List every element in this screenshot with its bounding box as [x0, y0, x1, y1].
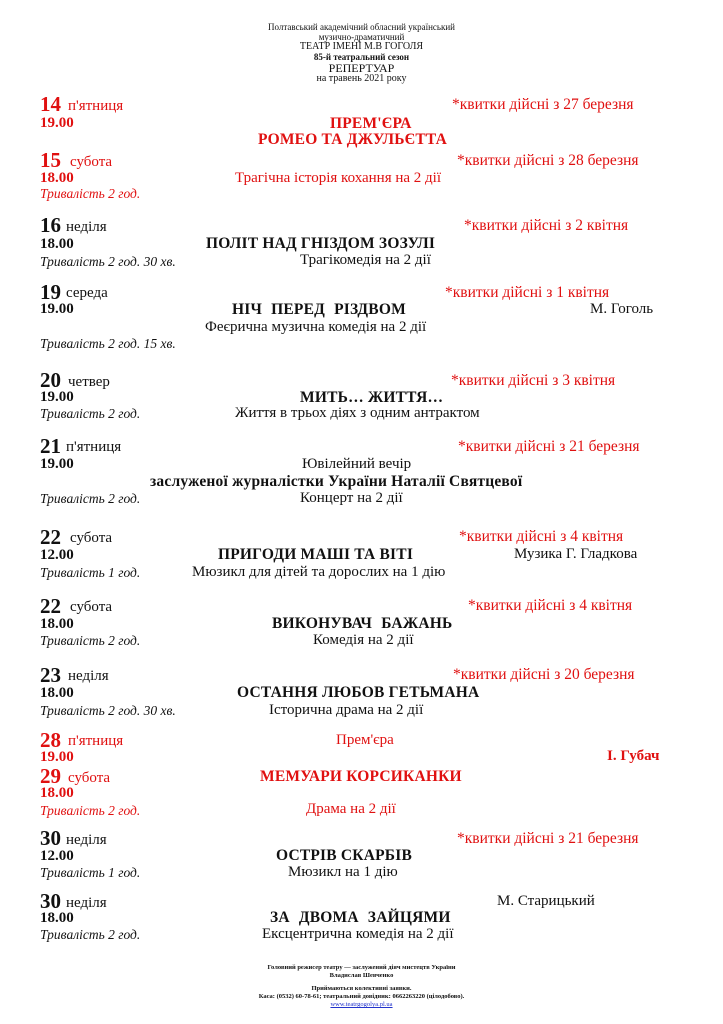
event-weekday: четвер	[68, 374, 110, 390]
event-genre: Мюзикл на 1 дію	[288, 864, 398, 880]
contact-phones: Каса: (0532) 60-78-61; театральний довідник: 0662263220 (цілодобово).	[258, 993, 465, 1000]
event-genre: Трагікомедія на 2 дії	[300, 252, 431, 268]
event-day: 20	[40, 368, 61, 392]
event-author: І. Губач	[607, 748, 660, 764]
event-day: 16	[40, 213, 61, 237]
event-duration: Тривалість 2 год. 30 хв.	[40, 254, 176, 269]
event-genre: Комедія на 2 дії	[313, 632, 414, 648]
page-header	[0, 22, 723, 84]
event-time: 19.00	[40, 456, 74, 472]
event-genre: Життя в трьох діях з одним антрактом	[235, 405, 480, 421]
event-title: ВИКОНУВАЧ БАЖАНЬ	[272, 615, 453, 632]
event-weekday: п'ятниця	[68, 98, 124, 114]
event-title: ПРЕМ'ЄРА	[330, 115, 412, 132]
event-genre: Концерт на 2 дії	[300, 490, 403, 506]
page-footer	[0, 964, 723, 1009]
event-duration: Тривалість 2 год.	[40, 803, 141, 818]
event-time: 18.00	[40, 236, 74, 252]
event-tickets: *квитки дійсні з 4 квітня	[468, 597, 633, 614]
event-weekday: неділя	[66, 895, 107, 911]
group-orders-note: Приймаються колективні заявки.	[311, 985, 412, 992]
event-day: 19	[40, 280, 61, 304]
event-tickets: *квитки дійсні з 4 квітня	[459, 528, 624, 545]
event-tickets: *квитки дійсні з 3 квітня	[451, 372, 616, 389]
event-weekday: п'ятниця	[68, 733, 124, 749]
event-weekday: субота	[70, 530, 113, 546]
event-genre: Драма на 2 дії	[306, 801, 396, 817]
event-title: ЗА ДВОМА ЗАЙЦЯМИ	[270, 909, 451, 926]
event-tickets: *квитки дійсні з 21 березня	[457, 830, 639, 847]
event-day: 21	[40, 434, 61, 458]
event-day: 15	[40, 148, 61, 172]
event-weekday: неділя	[66, 832, 107, 848]
event-day: 30	[40, 826, 61, 850]
event-day: 28	[40, 728, 61, 752]
event-tickets: *квитки дійсні з 20 березня	[453, 666, 635, 683]
event-duration: Тривалість 2 год. 15 хв.	[40, 336, 176, 351]
event-time: 18.00	[40, 170, 74, 186]
event-author: М. Гоголь	[590, 301, 654, 317]
theatre-name-line1: Полтавський академічний обласний український	[267, 22, 455, 32]
event-title: ОСТРІВ СКАРБІВ	[276, 847, 413, 864]
theatre-name-line3: ТЕАТР ІМЕНІ М.В ГОГОЛЯ	[299, 41, 424, 52]
event-author: М. Старицький	[497, 893, 595, 909]
event-title: ПРИГОДИ МАШІ ТА ВІТІ	[218, 546, 414, 563]
event-time: 18.00	[40, 685, 74, 701]
event-day: 23	[40, 663, 61, 687]
event-time: 19.00	[40, 301, 74, 317]
event-duration: Тривалість 2 год. 30 хв.	[40, 703, 176, 718]
event-time: 18.00	[40, 910, 74, 926]
event-title: НІЧ ПЕРЕД РІЗДВОМ	[232, 301, 406, 318]
event-genre: Ексцентрична комедія на 2 дії	[262, 926, 454, 942]
event-time: 19.00	[40, 389, 74, 405]
event-weekday: субота	[68, 770, 111, 786]
event-genre: Трагічна історія кохання на 2 дії	[235, 170, 442, 186]
event-weekday: середа	[66, 285, 108, 301]
theatre-name-line2: музично-драматичний	[318, 32, 405, 42]
event-genre: Історична драма на 2 дії	[269, 702, 424, 718]
repertoire-title: РЕПЕРТУАР	[328, 61, 395, 75]
event-genre: Мюзикл для дітей та дорослих на 1 дію	[192, 564, 446, 580]
event-time: 18.00	[40, 785, 74, 801]
event-time: 12.00	[40, 547, 74, 563]
director-title: Головний режисер театру — заслужений діяч мистецтв України	[267, 964, 456, 971]
event-weekday: п'ятниця	[66, 439, 122, 455]
event-time: 12.00	[40, 848, 74, 864]
event-title: ОСТАННЯ ЛЮБОВ ГЕТЬМАНА	[237, 684, 480, 701]
event-duration: Тривалість 1 год.	[40, 565, 141, 580]
event-tickets: *квитки дійсні з 1 квітня	[445, 284, 610, 301]
repertoire-month: на травень 2021 року	[316, 73, 407, 84]
event-time: 19.00	[40, 749, 74, 765]
season-label: 85-й театральний сезон	[313, 52, 410, 62]
event-duration: Тривалість 2 год.	[40, 927, 141, 942]
director-name: Владислав Шевченко	[329, 972, 394, 979]
event-day: 14	[40, 92, 61, 116]
event-tickets: *квитки дійсні з 2 квітня	[464, 217, 629, 234]
event-duration: Тривалість 2 год.	[40, 491, 141, 506]
website-link[interactable]: www.teatrgogolya.pl.ua	[330, 1001, 393, 1008]
event-tickets: *квитки дійсні з 21 березня	[458, 438, 640, 455]
event-title-2: РОМЕО ТА ДЖУЛЬЄТТА	[258, 131, 448, 148]
event-time: 18.00	[40, 616, 74, 632]
event-premiere: Прем'єра	[336, 732, 394, 748]
event-day: 22	[40, 525, 61, 549]
event-tickets: *квитки дійсні з 28 березня	[457, 152, 639, 169]
event-weekday: субота	[70, 599, 113, 615]
event-weekday: субота	[70, 154, 113, 170]
event-weekday: неділя	[68, 668, 109, 684]
event-time: 19.00	[40, 115, 74, 131]
event-day: 29	[40, 764, 61, 788]
event-day: 30	[40, 889, 61, 913]
event-title: заслуженої журналістки України Наталії Святцевої	[150, 473, 523, 490]
event-title: МИТЬ… ЖИТТЯ…	[300, 389, 444, 406]
event-subtitle: Ювілейний вечір	[302, 456, 412, 472]
event-duration: Тривалість 2 год.	[40, 633, 141, 648]
event-day: 22	[40, 594, 61, 618]
event-author: Музика Г. Гладкова	[514, 546, 638, 562]
event-genre: Феєрична музична комедія на 2 дії	[205, 319, 427, 335]
event-duration: Тривалість 2 год.	[40, 186, 141, 201]
event-weekday: неділя	[66, 219, 107, 235]
event-title: МЕМУАРИ КОРСИКАНКИ	[260, 768, 462, 785]
event-duration: Тривалість 1 год.	[40, 865, 141, 880]
event-tickets: *квитки дійсні з 27 березня	[452, 96, 634, 113]
event-duration: Тривалість 2 год.	[40, 406, 141, 421]
event-title: ПОЛІТ НАД ГНІЗДОМ ЗОЗУЛІ	[206, 235, 436, 252]
